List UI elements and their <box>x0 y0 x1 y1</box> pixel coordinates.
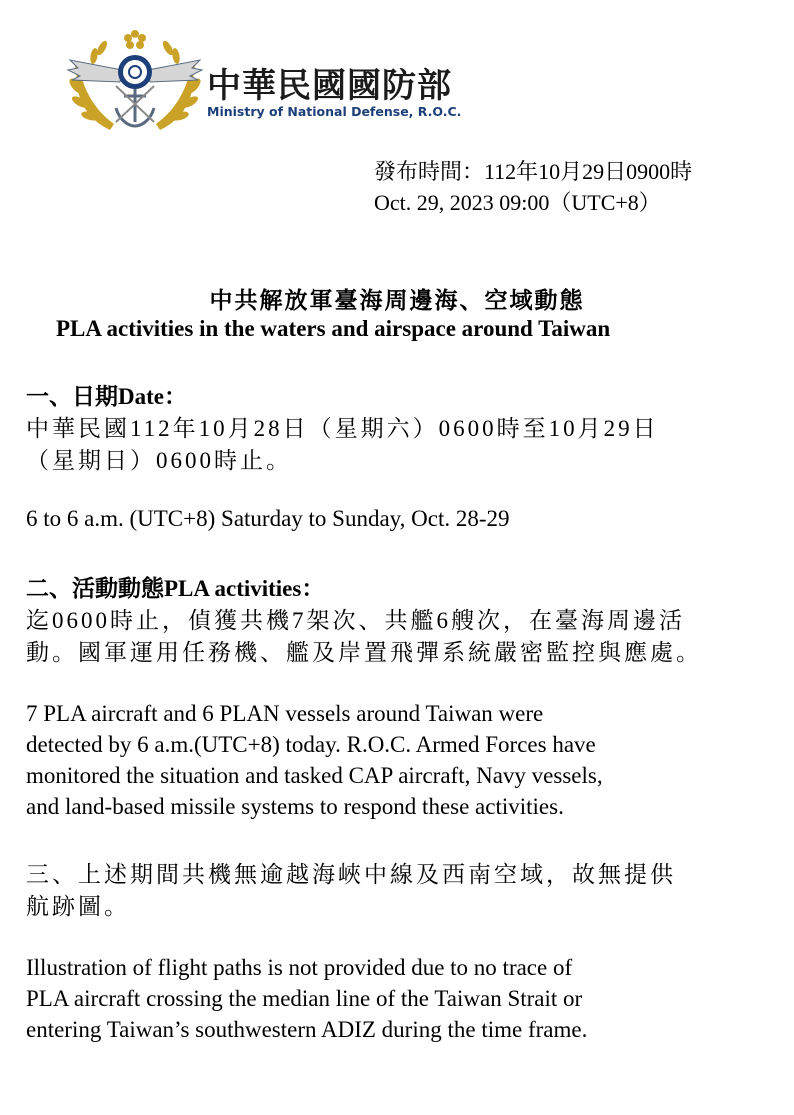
document-title-en: PLA activities in the waters and airspace around Taiwan <box>56 316 611 341</box>
ministry-name-zh: 中華民國國防部 <box>207 66 452 106</box>
section2-zh-line1: 迄0600時止，偵獲共機7架次、共艦6艘次，在臺海周邊活 <box>26 608 685 633</box>
ministry-emblem-logo <box>64 26 206 138</box>
section1-zh-line1: 中華民國112年10月28日（星期六）0600時至10月29日 <box>26 416 659 441</box>
document-title-zh: 中共解放軍臺海周邊海、空域動態 <box>209 288 585 313</box>
ministry-name-en: Ministry of National Defense, R.O.C. <box>207 104 462 119</box>
section1-zh-line2: （星期日）0600時止。 <box>26 448 292 473</box>
release-time-zh: 發布時間：112年10月29日0900時 <box>374 159 693 184</box>
section2-zh-line2: 動。國軍運用任務機、艦及岸置飛彈系統嚴密監控與應處。 <box>26 640 702 665</box>
section2-en-line: and land-based missile systems to respond these activities. <box>26 794 564 819</box>
release-time <box>374 156 692 218</box>
section3-en-line: Illustration of flight paths is not provided due to no trace of <box>26 955 573 980</box>
section3-en-line: PLA aircraft crossing the median line of the Taiwan Strait or <box>26 986 583 1011</box>
section2-en-paragraph <box>26 698 603 822</box>
section3-zh-line2: 航跡圖。 <box>26 894 130 919</box>
section2-en-line: monitored the situation and tasked CAP aircraft, Navy vessels, <box>26 763 603 788</box>
release-time-en: Oct. 29, 2023 09:00（UTC+8） <box>374 190 661 215</box>
section2-en-line: 7 PLA aircraft and 6 PLAN vessels around Taiwan were <box>26 701 544 726</box>
section3-en-paragraph <box>26 952 587 1045</box>
section2-heading: 二、活動動態PLA activities： <box>26 576 325 601</box>
section3-zh-line1: 三、上述期間共機無逾越海峽中線及西南空域，故無提供 <box>26 862 676 887</box>
section1-heading: 一、日期Date： <box>26 384 187 409</box>
section2-en-line: detected by 6 a.m.(UTC+8) today. R.O.C. Armed Forces have <box>26 732 596 757</box>
section3-en-line: entering Taiwan’s southwestern ADIZ during the time frame. <box>26 1017 588 1042</box>
section1-en: 6 to 6 a.m. (UTC+8) Saturday to Sunday, Oct. 28-29 <box>26 506 510 531</box>
